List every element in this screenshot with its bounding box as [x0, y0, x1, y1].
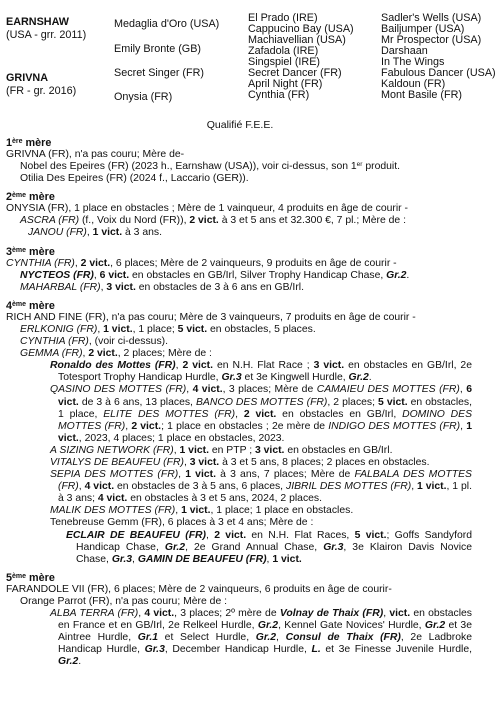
sire-info: (USA - grr. 2011) — [6, 29, 87, 41]
produce-line: ASCRA (FR) (f., Voix du Nord (FR)), 2 vict. à 3 et 5 ans et 32.300 €, 7 pl.; Mère de : — [20, 215, 406, 227]
produce-line: Tenebreuse Gemm (FR), 6 places à 3 et 4 ans; Mère de : — [50, 517, 314, 529]
gen2-dam-sire: Secret Singer (FR) — [114, 67, 204, 79]
gen3-item: April Night (FR) — [248, 78, 323, 90]
gen2-sire-dam: Emily Bronte (GB) — [114, 43, 201, 55]
pedigree-table — [0, 11, 496, 111]
produce-line: JANOU (FR), 1 vict. à 3 ans. — [28, 227, 162, 239]
produce-line: MALIK DES MOTTES (FR), 1 vict., 1 place; 1 place en obstacles. — [50, 505, 354, 517]
gen3-item: Cappucino Bay (USA) — [248, 23, 354, 35]
produce-line: Nobel des Epeires (FR) (2023 h., Earnshaw (USA)), voir ci-dessus, son 1er produit. — [20, 161, 400, 173]
produce-line: Ronaldo des Mottes (FR), 2 vict. en N.H. Flat Race ; 3 vict. en obstacles en GB/Irl, 2e Totesport Trophy Handicap Hurdle, Gr.3 et 3e Kingwell Hurdle, Gr.2. — [50, 360, 472, 384]
gen4-item: Sadler's Wells (USA) — [381, 12, 482, 24]
section-heading-4: 4ème mère — [6, 299, 55, 312]
produce-line: Otilia Des Epeires (FR) (2024 f., Laccario (GER)). — [20, 173, 249, 185]
sire-name: EARNSHAW — [6, 16, 69, 28]
paragraph: GRIVNA (FR), n'a pas couru; Mère de- — [6, 149, 185, 160]
produce-line: QASINO DES MOTTES (FR), 4 vict., 3 places; Mère de CAMAIEU DES MOTTES (FR), 6 vict. de 3 à 6 ans, 13 places, BANCO DES MOTTES (FR), 2 places; 5 vict. en obstacles, 1 place, ELITE DES MOTTES (FR), 2 vict. en obstacles en GB/Irl, DOMINO DES MOTTES (FR), 2 vict.; 1 place en obstacles ; 2e mère de INDIGO DES MOTTES (FR), 1 vict., 2023, 4 places; 1 place en obstacles, 2023. — [50, 384, 473, 444]
paragraph: CYNTHIA (FR), 2 vict., 6 places; Mère de 2 vainqueurs, 9 produits en âge de courir - — [6, 257, 397, 269]
gen4-item: In The Wings — [381, 56, 445, 68]
produce-line: GEMMA (FR), 2 vict., 2 places; Mère de : — [20, 348, 212, 360]
dam-name: GRIVNA — [6, 72, 48, 84]
gen3-item: Singspiel (IRE) — [248, 56, 321, 68]
gen4-list — [381, 13, 496, 101]
gen3-item: Cynthia (FR) — [248, 89, 310, 101]
produce-line: VITALYS DE BEAUFEU (FR), 3 vict. à 3 et 5 ans, 8 places; 2 places en obstacles. — [50, 456, 430, 468]
produce-line: ALBA TERRA (FR), 4 vict., 3 places; 2º mère de Volnay de Thaix (FR), vict. en obstacles en France et en GB/Irl, 2e Relkeel Hurdle, Gr.2, Kennel Gate Novices' Hurdle, Gr.2 et 3e Aintree Hurdle, Gr.1 et Select Hurdle, Gr.2, Consul de Thaix (FR), 2e Ladbroke Handicap Hurdle, Gr.3, December Handicap Hurdle, L. et 3e Finesse Juvenile Hurdle, Gr.2. — [50, 608, 473, 668]
gen4-item: Kaldoun (FR) — [381, 78, 446, 90]
gen4-item: Mont Basile (FR) — [381, 89, 462, 101]
paragraph: FARANDOLE VII (FR), 6 places; Mère de 2 vainqueurs, 6 produits en âge de courir- — [6, 583, 392, 595]
produce-line: SEPIA DES MOTTES (FR), 1 vict. à 3 ans, 7 places; Mère de FALBALA DES MOTTES (FR), 4 vict. en obstacles de 3 à 5 ans, 6 places, JIBRIL DES MOTTES (FR), 1 vict., 1 pl. à 3 ans; 4 vict. en obstacles à 3 et 5 ans, 2024, 2 places. — [50, 469, 472, 505]
produce-line: CYNTHIA (FR), (voir ci-dessus). — [20, 336, 168, 348]
gen4-item: Fabulous Dancer (USA) — [381, 67, 496, 79]
paragraph: RICH AND FINE (FR), n'a pas couru; Mère de 3 vainqueurs, 7 produits en âge de courir - — [6, 311, 416, 323]
gen3-item: Zafadola (IRE) — [248, 45, 319, 57]
dam-line-content — [6, 131, 472, 668]
produce-line: Orange Parrot (FR), n'a pas couru; Mère de : — [20, 595, 227, 607]
gen3-item: Secret Dancer (FR) — [248, 67, 342, 79]
produce-line: NYCTEOS (FR), 6 vict. en obstacles en GB/Irl, Silver Trophy Handicap Chase, Gr.2. — [20, 269, 410, 281]
produce-line: ERLKONIG (FR), 1 vict., 1 place; 5 vict. en obstacles, 5 places. — [20, 323, 316, 335]
gen3-item: Machiavellian (USA) — [248, 34, 346, 46]
gen4-item: Bailjumper (USA) — [381, 23, 465, 35]
produce-line: A SIZING NETWORK (FR), 1 vict. en PTP ; 3 vict. en obstacles en GB/Irl. — [50, 444, 393, 456]
gen4-item: Darshaan — [381, 45, 428, 57]
section-heading-1: 1ère mère — [6, 137, 52, 149]
gen3-item: El Prado (IRE) — [248, 12, 318, 24]
dam-info: (FR - gr. 2016) — [6, 85, 77, 97]
gen3-list — [248, 13, 354, 101]
gen2-sire-sire: Medaglia d'Oro (USA) — [114, 18, 220, 30]
gen2-dam-dam: Onysia (FR) — [114, 91, 173, 103]
gen4-item: Mr Prospector (USA) — [381, 34, 482, 46]
section-heading-5: 5ème mère — [6, 571, 55, 584]
produce-line: MAHARBAL (FR), 3 vict. en obstacles de 3 à 6 ans en GB/Irl. — [20, 281, 304, 293]
paragraph: ONYSIA (FR), 1 place en obstacles ; Mère de 1 vainqueur, 4 produits en âge de courir - — [6, 203, 408, 215]
produce-line: ECLAIR DE BEAUFEU (FR), 2 vict. en N.H. Flat Races, 5 vict.; Goffs Sandyford Handicap Chase, Gr.2, 2e Grand Annual Chase, Gr.3, 3e Klairon Davis Novice Chase, Gr.3, GAMIN DE BEAUFEU (FR), 1 vict. — [66, 529, 472, 565]
qualifier-line: Qualifié F.E.E. — [206, 119, 274, 131]
section-heading-3: 3ème mère — [6, 245, 55, 258]
section-heading-2: 2ème mère — [6, 191, 55, 204]
